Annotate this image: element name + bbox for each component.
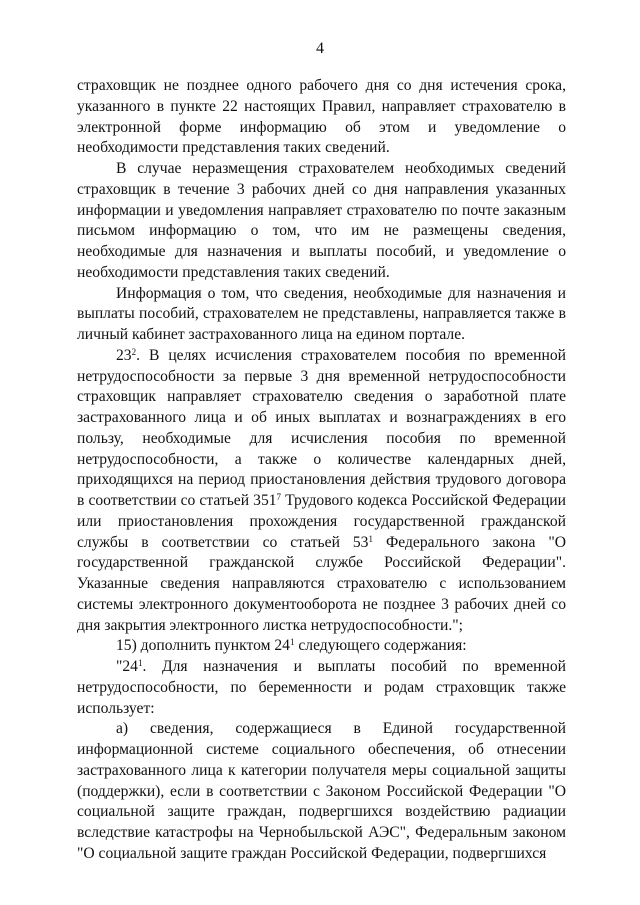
paragraph-text: 23 [116, 346, 132, 364]
paragraph-p7 [77, 719, 566, 864]
paragraph-p3 [77, 284, 566, 346]
paragraph-text: Федерального закона "О государственной гражданской службе Российской Федерации". Указанные сведения направляются страхователю с использованием системы электронного документооборота не позднее 3 рабочих дней со дня закрытия электронного листка нетрудоспособности."; [77, 533, 566, 634]
paragraph-p2 [77, 159, 566, 284]
superscript: 2 [131, 346, 137, 357]
paragraph-p1 [77, 76, 566, 159]
paragraph-p6 [77, 657, 566, 719]
paragraph-text: . Для назначения и выплаты пособий по временной нетрудоспособности, по беременности и родам страховщик также использует: [77, 658, 566, 717]
paragraph-text: Трудового кодекса Российской Федерации или приостановления прохождения государственной гражданской службы в соответствии со статьей 53 [77, 492, 566, 551]
paragraph-text: Информация о том, что сведения, необходимые для назначения и выплаты пособий, страхователем не представлены, направляется также в личный кабинет застрахованного лица на едином портале. [77, 284, 566, 343]
paragraph-text: "24 [116, 658, 138, 675]
paragraph-text: страховщик не позднее одного рабочего дня со дня истечения срока, указанного в пункте 22 настоящих Правил, направляет страхователю в электронной форме информацию об этом и уведомление о необходимости представления таких сведений. [77, 77, 566, 157]
paragraph-text: следующего содержания: [294, 637, 467, 655]
paragraph-p5 [77, 636, 566, 657]
superscript: 1 [137, 658, 143, 669]
superscript: 1 [289, 637, 295, 648]
paragraph-p4 [77, 346, 566, 637]
superscript: 1 [368, 533, 373, 544]
paragraph-text: В случае неразмещения страхователем необходимых сведений страховщик в течение 3 рабочих дней со дня направления указанных информации и уведомления направляет страхователю по почте заказным письмом информацию о том, что им не размещены сведения, необходимые для назначения и выплаты пособий, и уведомление о необходимости представления таких сведений. [77, 160, 566, 281]
document-body [77, 76, 566, 865]
paragraph-text: а) сведения, содержащиеся в Единой государственной информационной системе социального обеспечения, об отнесении застрахованного лица к категории получателя меры социальной защиты (поддержки), если в соответствии с Законом Российской Федерации "О социальной защите граждан, подвергшихся воздействию радиации вследствие катастрофы на Чернобыльской АЭС", Федеральным законом "О социальной защите граждан Российской Федерации, подвергшихся [77, 720, 566, 862]
paragraph-text: . В целях исчисления страхователем пособия по временной нетрудоспособности за первые 3 дня временной нетрудоспособности страховщик направляет страхователю сведения о заработной плате застрахованного лица и об иных выплатах и вознаграждениях в его пользу, необходимые для исчисления пособия по временной нетрудоспособности, а также о количестве календарных дней, приходящихся на период приостановления действия трудового договора в соответствии со статьей 351 [77, 346, 566, 509]
paragraph-text: 15) дополнить пунктом 24 [116, 637, 290, 655]
page-number: 4 [316, 40, 324, 57]
superscript: 7 [276, 492, 282, 503]
